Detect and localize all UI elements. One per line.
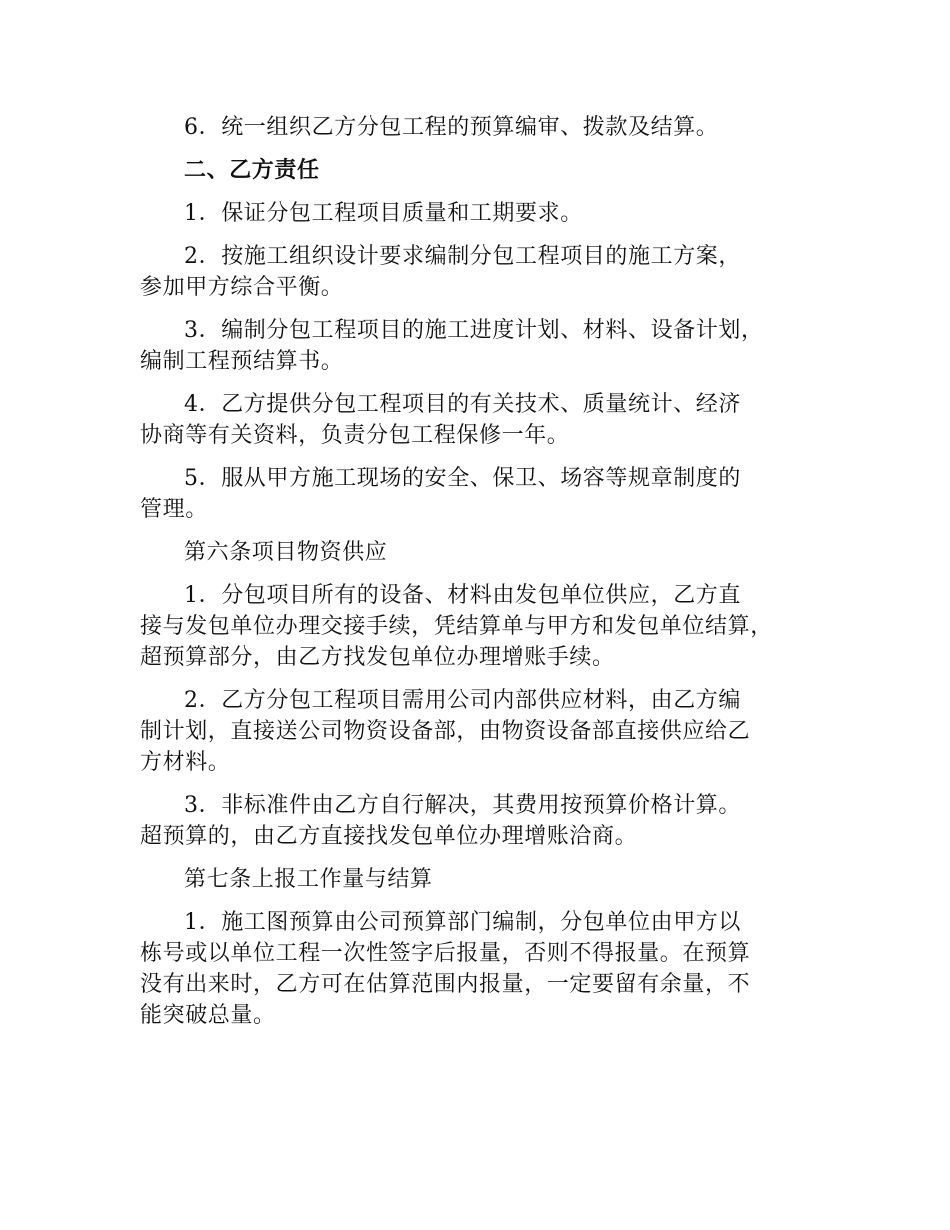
paragraph-item-1: [140, 580, 830, 673]
paragraph-item-1: [140, 198, 830, 229]
paragraph-line: 没有出来时，乙方可在估算范围内报量，一定要留有余量，不: [140, 972, 751, 997]
heading-text: 第六条项目物资供应: [184, 540, 388, 565]
paragraph-item-2: [140, 241, 830, 303]
paragraph-line: 3．编制分包工程项目的施工进度计划、材料、设备计划，: [184, 318, 764, 343]
paragraph-line: 接与发包单位办理交接手续，凭结算单与甲方和发包单位结算，: [140, 614, 773, 639]
paragraph-line: 编制工程预结算书。: [140, 349, 344, 374]
paragraph-line: 1．分包项目所有的设备、材料由发包单位供应，乙方直: [184, 583, 741, 608]
paragraph-line: 4．乙方提供分包工程项目的有关技术、质量统计、经济: [184, 392, 741, 417]
paragraph-line: 6．统一组织乙方分包工程的预算编审、拨款及结算。: [184, 115, 719, 140]
paragraph-line: 2．按施工组织设计要求编制分包工程项目的施工方案，: [184, 244, 741, 269]
paragraph-line: 2．乙方分包工程项目需用公司内部供应材料，由乙方编: [184, 688, 741, 713]
article-heading-7: [140, 864, 830, 895]
paragraph-line: 栋号或以单位工程一次性签字后报量，否则不得报量。在预算: [140, 941, 751, 966]
paragraph-line: 方材料。: [140, 750, 231, 775]
paragraph-item-1: [140, 907, 830, 1031]
heading-text: 第七条上报工作量与结算: [184, 867, 433, 892]
paragraph-line: 参加甲方综合平衡。: [140, 275, 344, 300]
article-heading-6: [140, 537, 830, 568]
paragraph-item-2: [140, 685, 830, 778]
paragraph-line: 能突破总量。: [140, 1003, 276, 1028]
paragraph-line: 1．保证分包工程项目质量和工期要求。: [184, 201, 583, 226]
paragraph-line: 1．施工图预算由公司预算部门编制，分包单位由甲方以: [184, 910, 741, 935]
paragraph-item-4: [140, 389, 830, 451]
paragraph-line: 协商等有关资料，负责分包工程保修一年。: [140, 423, 570, 448]
paragraph-item-6: [140, 112, 830, 143]
paragraph-line: 3．非标准件由乙方自行解决，其费用按预算价格计算。: [184, 793, 741, 818]
paragraph-line: 管理。: [140, 497, 208, 522]
paragraph-line: 制计划，直接送公司物资设备部，由物资设备部直接供应给乙: [140, 719, 751, 744]
heading-text: 二、乙方责任: [184, 157, 320, 183]
paragraph-item-3: [140, 790, 830, 852]
paragraph-item-5: [140, 463, 830, 525]
section-heading-party-b-duties: [140, 155, 830, 186]
paragraph-item-3: [140, 315, 830, 377]
paragraph-line: 5．服从甲方施工现场的安全、保卫、场容等规章制度的: [184, 466, 741, 491]
paragraph-line: 超预算的，由乙方直接找发包单位办理增账洽商。: [140, 824, 638, 849]
paragraph-line: 超预算部分，由乙方找发包单位办理增账手续。: [140, 645, 615, 670]
document-body: [140, 112, 830, 1043]
